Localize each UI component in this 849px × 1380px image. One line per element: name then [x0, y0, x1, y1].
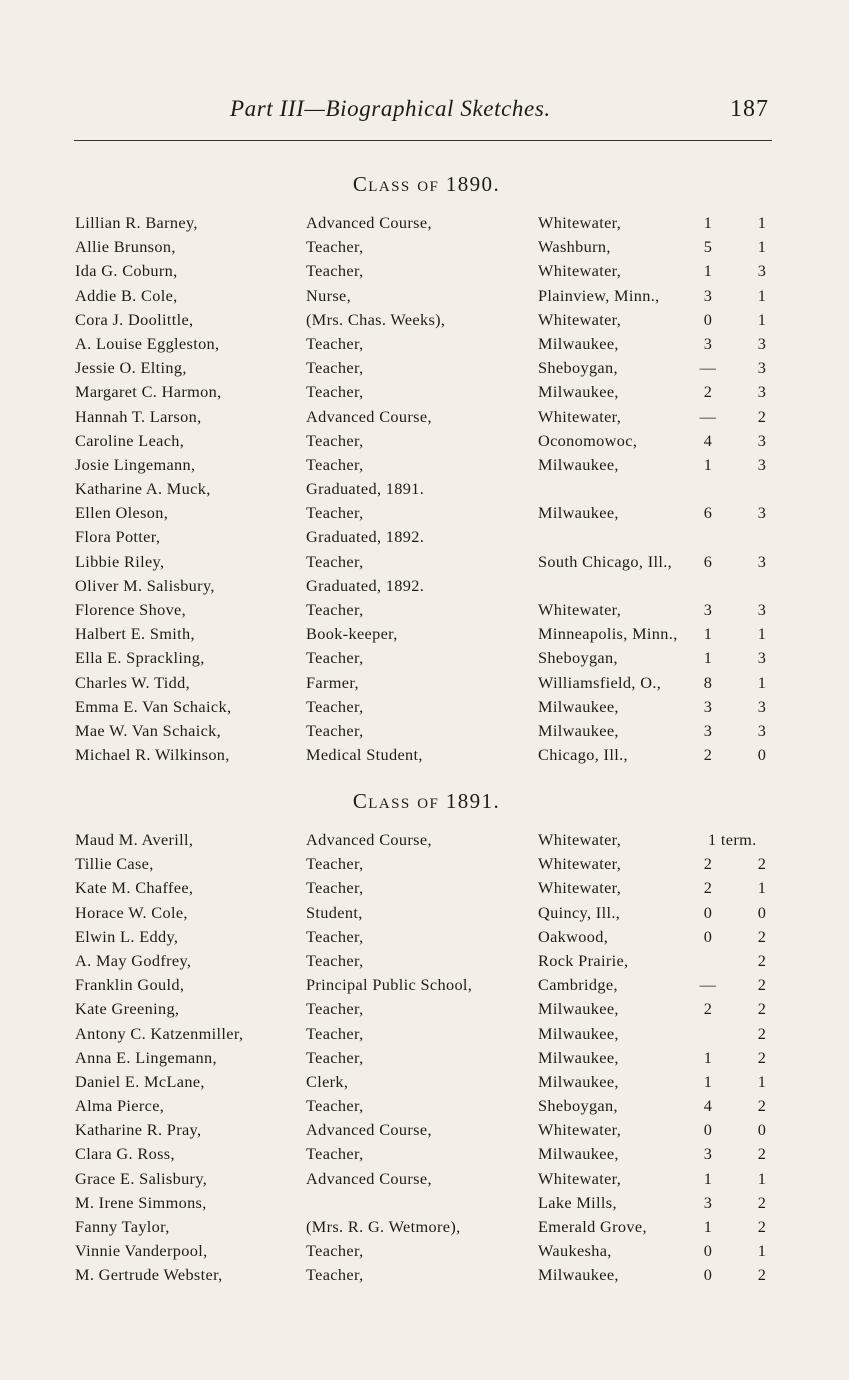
graduate-residence: Whitewater, — [538, 309, 622, 329]
graduate-name: Franklin Gould, — [75, 975, 185, 995]
graduate-occupation: Clerk, — [306, 1071, 349, 1091]
header-rule — [74, 140, 772, 141]
graduate-occupation: Teacher, — [306, 237, 364, 257]
graduate-count-a: 0 — [703, 309, 713, 329]
graduate-occupation: Teacher, — [306, 1265, 364, 1285]
graduate-residence: Milwaukee, — [538, 1144, 619, 1164]
graduate-occupation: Teacher, — [306, 1047, 364, 1067]
graduate-name: Allie Brunson, — [75, 237, 176, 257]
graduate-occupation: Graduated, 1892. — [306, 575, 425, 595]
graduate-occupation: Teacher, — [306, 261, 364, 281]
graduate-count-b: 1 — [757, 624, 767, 644]
graduate-occupation: Student, — [306, 902, 363, 922]
graduate-occupation: Teacher, — [306, 430, 364, 450]
graduate-residence: Emerald Grove, — [538, 1217, 647, 1236]
graduate-count-b: 1 — [757, 878, 767, 898]
graduate-occupation: Advanced Course, — [306, 1120, 432, 1140]
graduate-name: Alma Pierce, — [75, 1096, 165, 1116]
graduate-count-b: 2 — [757, 406, 767, 426]
graduate-row — [0, 854, 849, 878]
graduate-occupation: Teacher, — [306, 950, 364, 970]
graduate-count-b: 3 — [757, 358, 767, 378]
graduate-count-b: 0 — [757, 902, 767, 922]
graduate-name: Ellen Oleson, — [75, 503, 169, 523]
graduate-occupation: Advanced Course, — [306, 830, 432, 849]
graduate-count-a: 6 — [703, 551, 713, 571]
graduate-row — [0, 286, 849, 310]
graduate-name: Hannah T. Larson, — [75, 406, 202, 426]
graduate-name: Flora Potter, — [75, 527, 161, 547]
graduate-count-a: 1 — [703, 261, 713, 281]
graduate-count-a: 1 — [703, 1071, 713, 1091]
graduate-count-b: 3 — [757, 551, 767, 571]
graduate-name: Grace E. Salisbury, — [75, 1168, 208, 1188]
graduate-occupation: Medical Student, — [306, 745, 423, 765]
graduate-row — [0, 1048, 849, 1072]
graduate-name: Mae W. Van Schaick, — [75, 720, 222, 740]
graduate-name: Ida G. Coburn, — [75, 261, 178, 281]
graduate-count-a: 0 — [703, 902, 713, 922]
graduate-name: Michael R. Wilkinson, — [75, 745, 230, 765]
graduate-occupation: Farmer, — [306, 672, 359, 692]
graduate-count-b: 1 — [757, 1241, 767, 1261]
graduate-row — [0, 1072, 849, 1096]
graduate-row — [0, 673, 849, 697]
graduate-occupation: Teacher, — [306, 454, 364, 474]
graduate-count-a: 8 — [703, 672, 713, 692]
graduate-count-b: 3 — [757, 648, 767, 668]
graduate-count-a: 0 — [703, 1265, 713, 1285]
graduate-name: Libbie Riley, — [75, 551, 165, 571]
graduate-residence: Plainview, Minn., — [538, 285, 660, 305]
graduate-occupation: Teacher, — [306, 999, 364, 1019]
graduate-count-b: 1 — [757, 213, 767, 232]
graduate-name: Elwin L. Eddy, — [75, 926, 179, 946]
graduate-residence: Milwaukee, — [538, 503, 619, 523]
graduate-occupation: Teacher, — [306, 854, 364, 874]
graduate-count-b: 3 — [757, 261, 767, 281]
graduate-name: Maud M. Averill, — [75, 830, 194, 849]
graduate-count-b: 1 — [757, 237, 767, 257]
graduate-count-b: 1 — [757, 1071, 767, 1091]
graduate-count-a: 1 — [703, 624, 713, 644]
graduate-count-a: 0 — [703, 926, 713, 946]
graduate-occupation: (Mrs. R. G. Wetmore), — [306, 1217, 461, 1236]
graduate-row — [0, 261, 849, 285]
graduate-count-a: 2 — [703, 878, 713, 898]
graduate-count-b: 2 — [757, 1023, 767, 1043]
graduate-residence: Milwaukee, — [538, 1071, 619, 1091]
graduate-residence: Chicago, Ill., — [538, 745, 628, 765]
graduate-count-a: — — [699, 406, 717, 426]
graduate-count-b: 2 — [757, 1265, 767, 1285]
graduate-count-b: 1 — [757, 1168, 767, 1188]
graduate-residence: Milwaukee, — [538, 1265, 619, 1285]
graduate-name: A. Louise Eggleston, — [75, 333, 220, 353]
graduate-residence: Milwaukee, — [538, 382, 619, 402]
graduate-row — [0, 1169, 849, 1193]
graduate-residence: Rock Prairie, — [538, 950, 629, 970]
graduate-residence: Whitewater, — [538, 854, 622, 874]
graduate-name: Florence Shove, — [75, 600, 187, 619]
graduate-count-b: 2 — [757, 926, 767, 946]
graduate-count-b: 3 — [757, 503, 767, 523]
graduate-row — [0, 358, 849, 382]
graduate-name: Horace W. Cole, — [75, 902, 188, 922]
graduate-name: Ella E. Sprackling, — [75, 648, 205, 668]
graduate-row — [0, 697, 849, 721]
graduate-count-b: 2 — [757, 950, 767, 970]
graduate-row — [0, 648, 849, 672]
graduate-row — [0, 213, 849, 237]
graduate-occupation: Teacher, — [306, 600, 364, 619]
graduate-count-b: 1 — [757, 285, 767, 305]
graduate-row — [0, 830, 849, 854]
graduate-count-a: 1 — [703, 648, 713, 668]
graduate-row — [0, 503, 849, 527]
graduate-count-a: 3 — [703, 285, 713, 305]
graduate-occupation: Graduated, 1892. — [306, 527, 425, 547]
graduate-residence: Whitewater, — [538, 1168, 622, 1188]
class-1890-list — [0, 213, 849, 769]
graduate-residence: Quincy, Ill., — [538, 902, 621, 922]
graduate-occupation: Teacher, — [306, 1241, 364, 1261]
graduate-residence: Milwaukee, — [538, 454, 619, 474]
graduate-occupation: Book-keeper, — [306, 624, 398, 644]
graduate-row — [0, 1217, 849, 1241]
graduate-count-b: 2 — [757, 854, 767, 874]
graduate-row — [0, 455, 849, 479]
graduate-row — [0, 1265, 849, 1289]
graduate-occupation: Principal Public School, — [306, 975, 473, 995]
graduate-residence: Whitewater, — [538, 878, 622, 898]
graduate-occupation: Advanced Course, — [306, 1168, 432, 1188]
graduate-name: M. Irene Simmons, — [75, 1192, 207, 1212]
graduate-count-a: 3 — [703, 600, 713, 619]
graduate-occupation: Teacher, — [306, 1096, 364, 1116]
graduate-row — [0, 527, 849, 551]
graduate-residence: Cambridge, — [538, 975, 618, 995]
graduate-count-a: 6 — [703, 503, 713, 523]
graduate-row — [0, 999, 849, 1023]
graduate-name: Clara G. Ross, — [75, 1144, 175, 1164]
graduate-count-a: 4 — [703, 430, 713, 450]
graduate-residence: Waukesha, — [538, 1241, 612, 1261]
graduate-count-a: 3 — [703, 696, 713, 716]
graduate-residence: Whitewater, — [538, 213, 622, 232]
graduate-name: Addie B. Cole, — [75, 285, 178, 305]
graduate-residence: Milwaukee, — [538, 1023, 619, 1043]
graduate-count-b: 3 — [757, 454, 767, 474]
graduate-count-b: 0 — [757, 1120, 767, 1140]
graduate-count-a: 0 — [703, 1241, 713, 1261]
graduate-row — [0, 310, 849, 334]
graduate-residence: Sheboygan, — [538, 358, 618, 378]
graduate-row — [0, 576, 849, 600]
graduate-count-a: 3 — [703, 1192, 713, 1212]
graduate-name: Oliver M. Salisbury, — [75, 575, 215, 595]
graduate-row — [0, 745, 849, 769]
graduate-count-a: — — [699, 975, 717, 995]
graduate-residence: Oakwood, — [538, 926, 609, 946]
graduate-occupation: Teacher, — [306, 878, 364, 898]
graduate-name: Margaret C. Harmon, — [75, 382, 222, 402]
graduate-occupation: Teacher, — [306, 1144, 364, 1164]
graduate-count-a: 2 — [703, 382, 713, 402]
graduate-residence: Whitewater, — [538, 600, 622, 619]
graduate-residence: Milwaukee, — [538, 333, 619, 353]
graduate-count-b: 1 — [757, 672, 767, 692]
graduate-occupation: Teacher, — [306, 1023, 364, 1043]
graduate-name: Josie Lingemann, — [75, 454, 196, 474]
graduate-name: Vinnie Vanderpool, — [75, 1241, 208, 1261]
graduate-row — [0, 1241, 849, 1265]
graduate-occupation: Teacher, — [306, 333, 364, 353]
graduate-occupation: Teacher, — [306, 382, 364, 402]
graduate-row — [0, 951, 849, 975]
graduate-occupation: Teacher, — [306, 551, 364, 571]
graduate-name: Kate Greening, — [75, 999, 180, 1019]
page-number: 187 — [730, 96, 769, 122]
graduate-occupation: Teacher, — [306, 648, 364, 668]
graduate-row — [0, 431, 849, 455]
graduate-row — [0, 721, 849, 745]
graduate-row — [0, 552, 849, 576]
graduate-name: Daniel E. McLane, — [75, 1071, 205, 1091]
graduate-count-a: 1 — [703, 454, 713, 474]
graduate-count-b: 1 — [757, 309, 767, 329]
graduate-row — [0, 1120, 849, 1144]
graduate-residence: Milwaukee, — [538, 999, 619, 1019]
graduate-residence: Lake Mills, — [538, 1192, 617, 1212]
graduate-row — [0, 1096, 849, 1120]
graduate-residence: Whitewater, — [538, 406, 622, 426]
graduate-row — [0, 334, 849, 358]
graduate-row — [0, 624, 849, 648]
graduate-residence: South Chicago, Ill., — [538, 551, 673, 571]
graduate-name: Katharine A. Muck, — [75, 479, 211, 499]
graduate-name: Lillian R. Barney, — [75, 213, 198, 232]
graduate-residence: Oconomowoc, — [538, 430, 638, 450]
graduate-row — [0, 382, 849, 406]
graduate-row — [0, 1193, 849, 1217]
graduate-occupation: Nurse, — [306, 285, 352, 305]
graduate-residence: Whitewater, — [538, 830, 622, 849]
graduate-count-b: 3 — [757, 430, 767, 450]
graduate-count-b: 2 — [757, 1096, 767, 1116]
graduate-count-a: 0 — [703, 1120, 713, 1140]
graduate-residence: Williamsfield, O., — [538, 672, 662, 692]
graduate-row — [0, 479, 849, 503]
graduate-residence: Sheboygan, — [538, 1096, 618, 1116]
graduate-name: Kate M. Chaffee, — [75, 878, 194, 898]
graduate-residence: Minneapolis, Minn., — [538, 624, 678, 644]
graduate-occupation: (Mrs. Chas. Weeks), — [306, 309, 446, 329]
graduate-row — [0, 927, 849, 951]
graduate-name: Tillie Case, — [75, 854, 154, 874]
section-title-1890: Class of 1890. — [352, 172, 501, 196]
graduate-count-a: 2 — [703, 745, 713, 765]
graduate-count-b: 0 — [757, 745, 767, 765]
graduate-term-note: 1 term. — [708, 830, 757, 849]
graduate-name: Cora J. Doolittle, — [75, 309, 194, 329]
graduate-count-a: 3 — [703, 333, 713, 353]
graduate-residence: Whitewater, — [538, 1120, 622, 1140]
graduate-row — [0, 237, 849, 261]
graduate-count-b: 2 — [757, 999, 767, 1019]
graduate-count-b: 3 — [757, 696, 767, 716]
graduate-name: Jessie O. Elting, — [75, 358, 187, 378]
graduate-count-a: 2 — [703, 999, 713, 1019]
graduate-residence: Sheboygan, — [538, 648, 618, 668]
graduate-count-a: 1 — [703, 1047, 713, 1067]
graduate-count-a: 1 — [703, 213, 713, 232]
graduate-residence: Whitewater, — [538, 261, 622, 281]
graduate-row — [0, 903, 849, 927]
class-1891-list — [0, 830, 849, 1290]
graduate-name: Charles W. Tidd, — [75, 672, 191, 692]
graduate-name: M. Gertrude Webster, — [75, 1265, 223, 1285]
graduate-count-a: 3 — [703, 1144, 713, 1164]
graduate-count-a: 2 — [703, 854, 713, 874]
graduate-count-b: 3 — [757, 600, 767, 619]
graduate-row — [0, 975, 849, 999]
graduate-name: Anna E. Lingemann, — [75, 1047, 217, 1067]
graduate-residence: Milwaukee, — [538, 720, 619, 740]
section-title-1891: Class of 1891. — [352, 789, 501, 813]
graduate-count-a: 4 — [703, 1096, 713, 1116]
graduate-count-a: 1 — [703, 1217, 713, 1236]
graduate-count-a: 5 — [703, 237, 713, 257]
graduate-count-b: 3 — [757, 382, 767, 402]
graduate-occupation: Graduated, 1891. — [306, 479, 425, 499]
graduate-row — [0, 878, 849, 902]
graduate-name: A. May Godfrey, — [75, 950, 192, 970]
graduate-count-b: 2 — [757, 1192, 767, 1212]
graduate-row — [0, 1144, 849, 1168]
graduate-residence: Milwaukee, — [538, 696, 619, 716]
graduate-count-b: 2 — [757, 975, 767, 995]
graduate-occupation: Teacher, — [306, 503, 364, 523]
graduate-name: Fanny Taylor, — [75, 1217, 170, 1236]
graduate-count-b: 2 — [757, 1144, 767, 1164]
graduate-occupation: Advanced Course, — [306, 406, 432, 426]
graduate-row — [0, 600, 849, 624]
graduate-occupation: Teacher, — [306, 720, 364, 740]
graduate-count-b: 2 — [757, 1047, 767, 1067]
graduate-count-a: 3 — [703, 720, 713, 740]
graduate-occupation: Teacher, — [306, 358, 364, 378]
graduate-residence: Milwaukee, — [538, 1047, 619, 1067]
graduate-name: Halbert E. Smith, — [75, 624, 195, 644]
graduate-count-a: — — [699, 358, 717, 378]
page-header — [0, 96, 849, 130]
graduate-occupation: Teacher, — [306, 926, 364, 946]
graduate-count-b: 3 — [757, 333, 767, 353]
graduate-name: Antony C. Katzenmiller, — [75, 1023, 244, 1043]
graduate-row — [0, 407, 849, 431]
graduate-name: Katharine R. Pray, — [75, 1120, 202, 1140]
graduate-count-b: 3 — [757, 720, 767, 740]
graduate-count-a: 1 — [703, 1168, 713, 1188]
running-title: Part III—Biographical Sketches. — [230, 96, 551, 121]
graduate-residence: Washburn, — [538, 237, 611, 257]
graduate-occupation: Teacher, — [306, 696, 364, 716]
graduate-occupation: Advanced Course, — [306, 213, 432, 232]
graduate-count-b: 2 — [757, 1217, 767, 1236]
graduate-name: Emma E. Van Schaick, — [75, 696, 232, 716]
graduate-name: Caroline Leach, — [75, 430, 185, 450]
graduate-row — [0, 1024, 849, 1048]
